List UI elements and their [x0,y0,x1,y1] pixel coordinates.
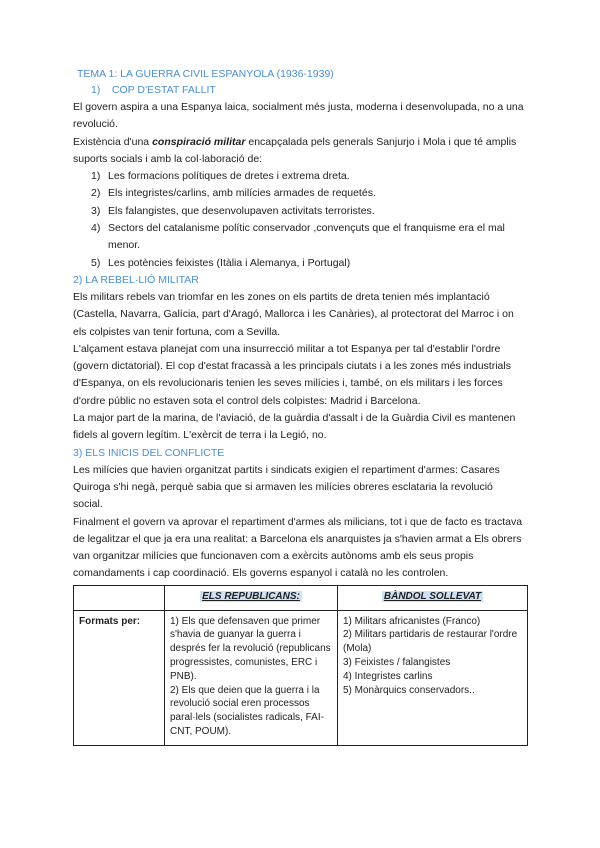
list-item [73,203,525,220]
list-item [73,168,525,185]
list-item-text: Els integristes/carlins, amb milícies armades de requetés. [108,187,376,200]
list-item-number: 2) [91,187,101,200]
para2-pre: Existència d'una [73,135,153,148]
para2-emphasis: conspiració militar [152,135,246,148]
list-item-text: Els falangistes, que desenvolupaven activitats terroristes. [108,204,375,217]
sides-table [73,585,528,746]
table-header-row [74,585,528,610]
header-republicans [165,585,338,610]
para2-post: encapçalada pels generals Sanjurjo i Mola i que té amplis suports socials i amb la col·laboració de: [73,135,517,165]
list-item-number: 4) [91,222,101,235]
republicans-item-2: 2) Els que deien que la guerra i la revolució social eren processos paral·lels (socialistes radicals, FAI-CNT, POUM). [170,684,324,737]
sollevat-item-1: 1) Militars africanistes (Franco) [343,615,481,627]
section-3-heading: 3) ELS INICIS DEL CONFLICTE [73,446,225,459]
table-header-empty [74,585,165,610]
section-1-paragraph-2 [73,134,525,169]
document-title: TEMA 1: LA GUERRA CIVIL ESPANYOLA (1936-1939) [77,68,334,80]
row-label: Formats per: [74,610,165,745]
sollevat-item-4: 4) Integristes carlins [343,670,433,682]
list-item-text: Sectors del catalanisme polític conservador ,convençuts que el franquisme era el mal menor. [108,222,505,252]
section-1-number: 1) [91,84,101,96]
section-2-paragraph-1: Els militars rebels van triomfar en les zones on els partits de dreta tenien més implantació (Castella, Navarra, Galícia, part d'Aragó, Mallorca i les Canàries), al protectorat del Marroc i on els colpistes van tenir fortuna, com a Sevilla. [73,290,514,338]
sollevat-cell [338,610,528,745]
list-item-text: Les potències feixistes (Itàlia i Alemanya, i Portugal) [108,256,351,269]
table-row [74,610,528,745]
section-3-paragraph-1: Les milícies que havien organitzat partits i sindicats exigien el repartiment d'armes: Casares Quiroga s'hi negà, perquè sabia que si armaven les milícies obreres esclataria la revolució social. [73,463,500,511]
section-2-paragraph-3: La major part de la marina, de l'aviació, de la guàrdia d'assalt i de la Guàrdia Civil es mantenen fidels al govern legítim. L'exèrcit de terra i la Legió, no. [73,412,516,442]
sollevat-item-5: 5) Monàrquics conservadors.. [343,684,475,696]
section-1-heading [91,82,525,99]
section-2-heading: 2) LA REBEL·LIÓ MILITAR [73,273,199,286]
header-sollevat [338,585,528,610]
sollevat-item-2: 2) Militars partidaris de restaurar l'ordre (Mola) [343,629,518,655]
republicans-cell [165,610,338,745]
section-1-title: COP D'ESTAT FALLIT [111,84,216,96]
republicans-item-1: 1) Els que defensaven que primer s'havia de guanyar la guerra i després fer la revolució (republicans progressistes, comunistes, ERC i PNB). [170,615,331,682]
sollevat-item-3: 3) Feixistes / falangistes [343,656,451,668]
header-sollevat-label: BÀNDOL SOLLEVAT [383,590,482,602]
list-item [73,255,525,272]
list-item-text: Les formacions polítiques de dretes i extrema dreta. [108,170,350,183]
section-3-paragraph-2: Finalment el govern va aprovar el repartiment d'armes als milicians, tot i que de facto es tractava de legalitzar el que ja era una realitat: a Barcelona els anarquistes ja s'havien armat a Els obrers van organitzar milícies que funcionaven com a exèrcits autònoms amb els seus propis comandaments i cap coordinació. Els governs espanyol i català no les controlen. [73,515,523,580]
section-2-paragraph-2: L'alçament estava planejat com una insurrecció militar a tot Espanya per tal d'establir l'ordre (govern dictatorial). El cop d'estat fracassà a les principals ciutats i a les zones més industrials d'Espanya, on els revolucionaris tenien les seves milícies i, també, on els militars i les forces d'ordre públic no estaven sota el control dels colpistes: Madrid i Barcelona. [73,342,511,407]
section-1-paragraph-1: El govern aspira a una Espanya laica, socialment més justa, moderna i desenvolupada, no a una revolució. [73,101,524,131]
collaborators-list [73,168,525,272]
header-republicans-label: ELS REPUBLICANS: [202,590,300,602]
list-item-number: 5) [91,256,101,269]
list-item [73,185,525,202]
document-page [73,66,525,746]
list-item-number: 1) [91,170,101,183]
list-item [73,220,525,255]
list-item-number: 3) [91,204,101,217]
